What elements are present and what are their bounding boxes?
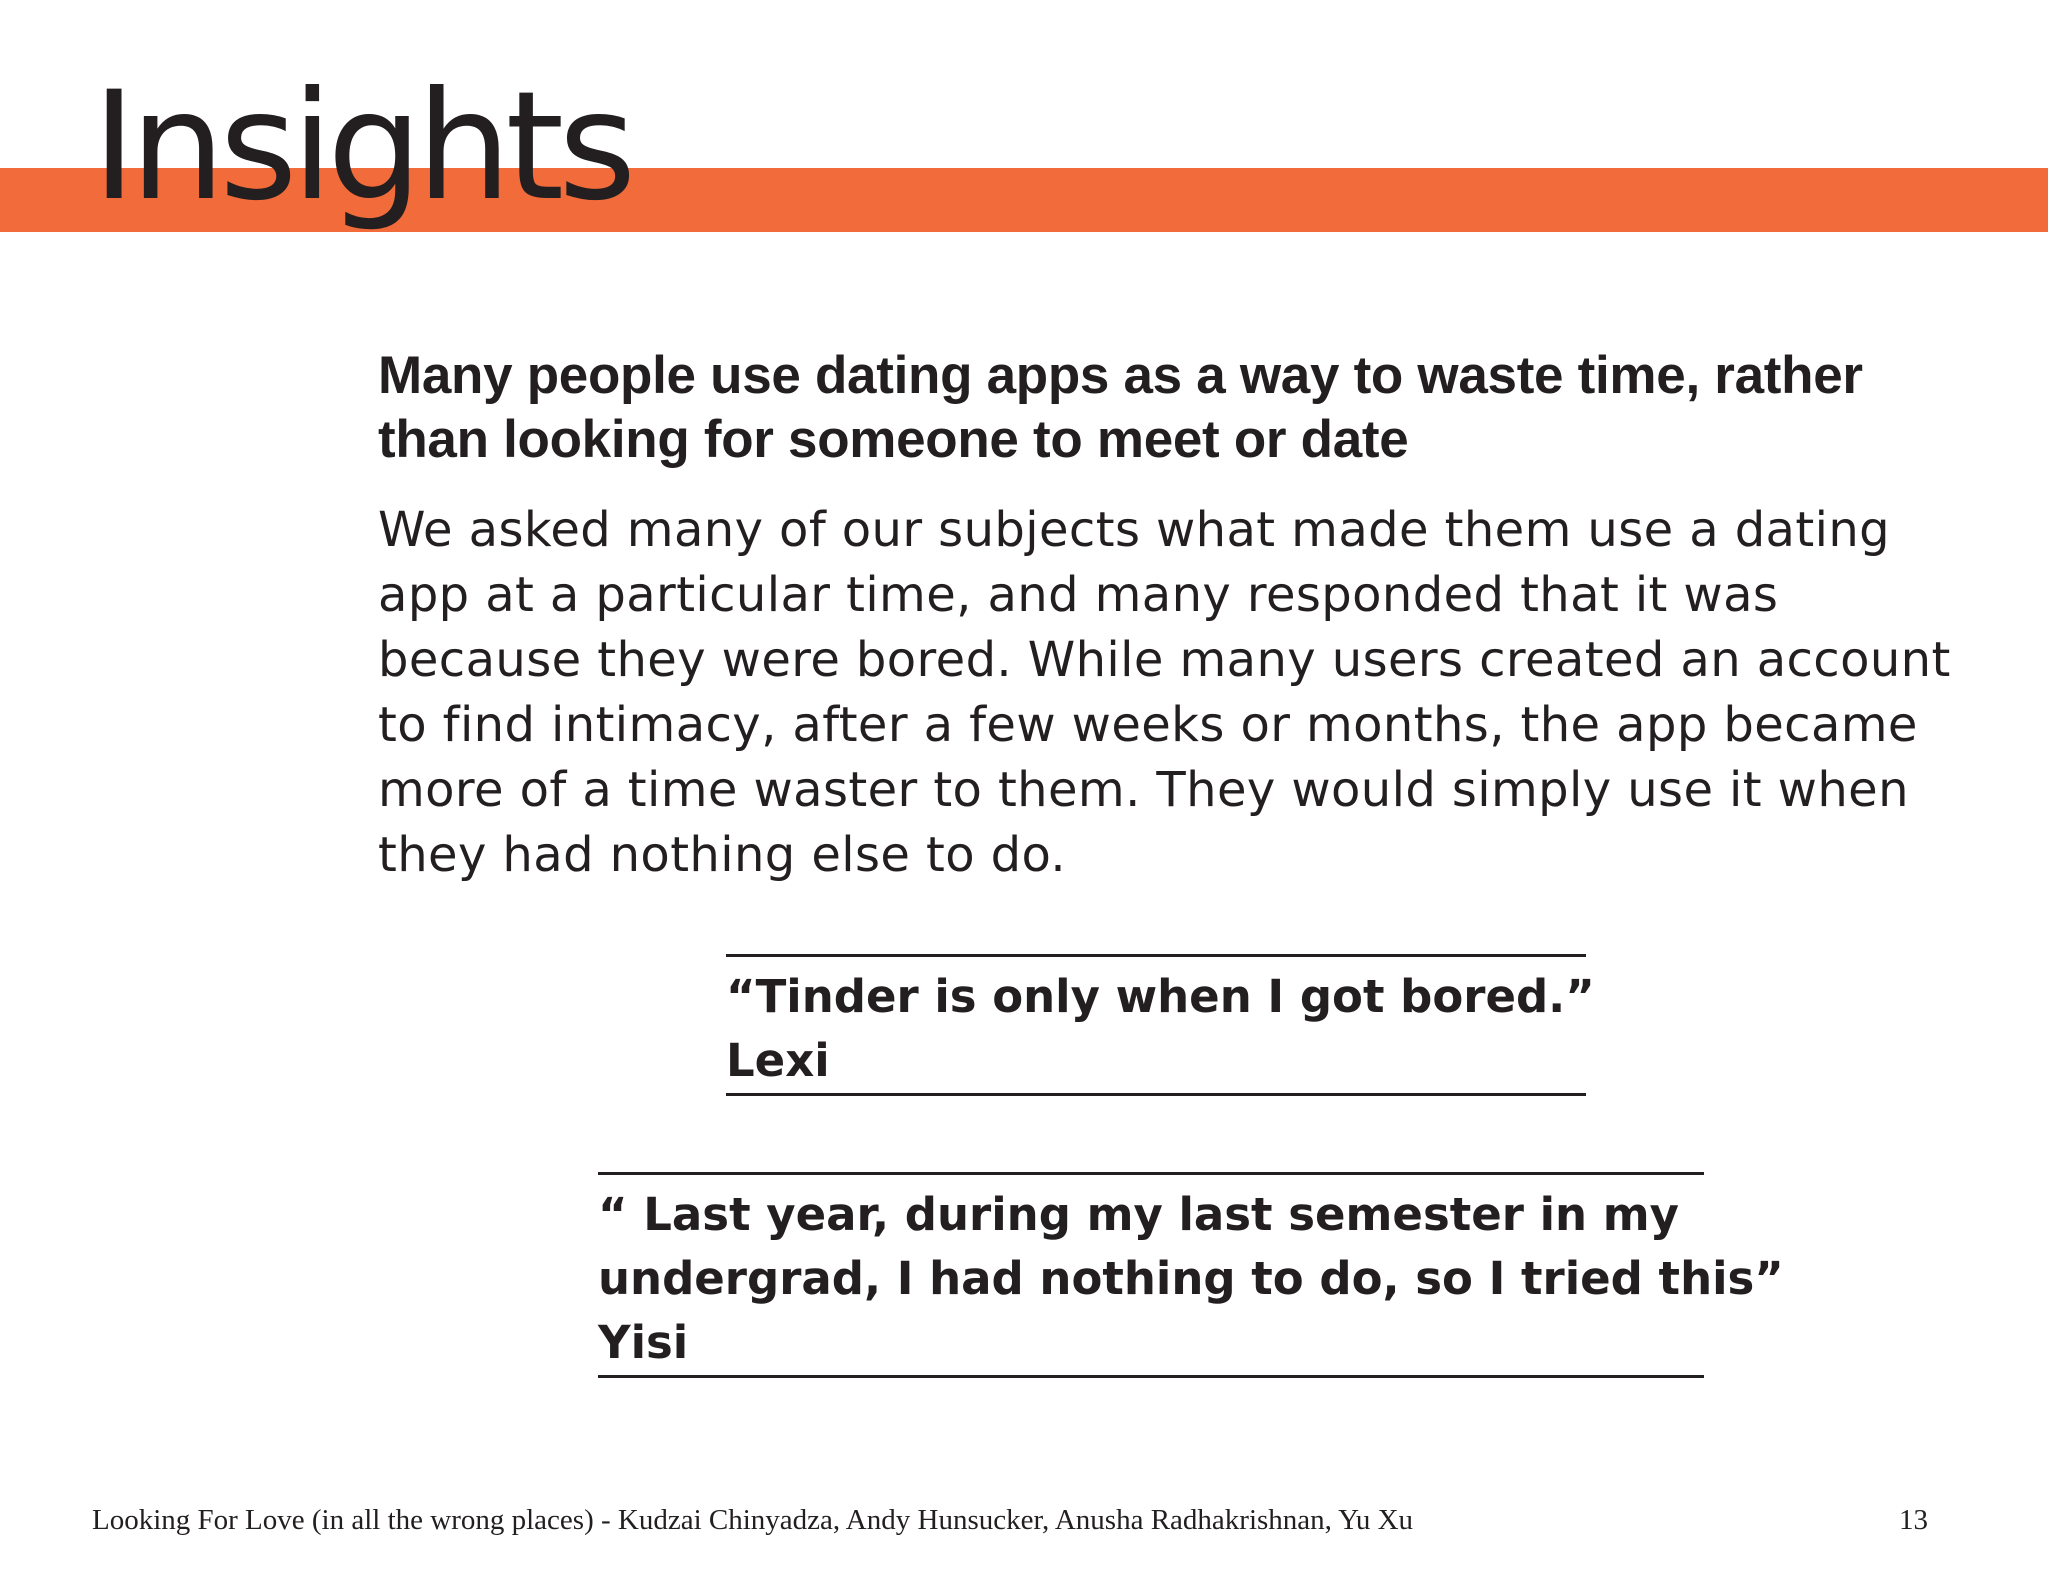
quote-text-line: “Tinder is only when I got bored.” [726, 970, 1595, 1023]
quote-lexi [726, 954, 1595, 1096]
insight-headline: Many people use dating apps as a way to waste time, rather than looking for someone to meet or date [378, 346, 1863, 469]
page-number: 13 [1899, 1504, 1928, 1536]
quote-text-line: “ Last year, during my last semester in my [598, 1188, 1679, 1241]
quote-text-line: undergrad, I had nothing to do, so I tried this” [598, 1252, 1784, 1305]
page-title: Insights [92, 60, 631, 234]
main-content [378, 344, 1978, 888]
quote-yisi [598, 1172, 1784, 1378]
footer-credits: Looking For Love (in all the wrong places) - Kudzai Chinyadza, Andy Hunsucker, Anusha Radhakrishnan, Yu Xu [92, 1504, 1414, 1536]
insight-body: We asked many of our subjects what made them use a dating app at a particular time, and many responded that it was because they were bored. While many users created an account to find intimacy, after a few weeks or months, the app became more of a time waster to them. They would simply use it when they had nothing else to do. [378, 502, 1951, 883]
quote-author: Yisi [598, 1316, 689, 1369]
quote-author: Lexi [726, 1034, 830, 1087]
